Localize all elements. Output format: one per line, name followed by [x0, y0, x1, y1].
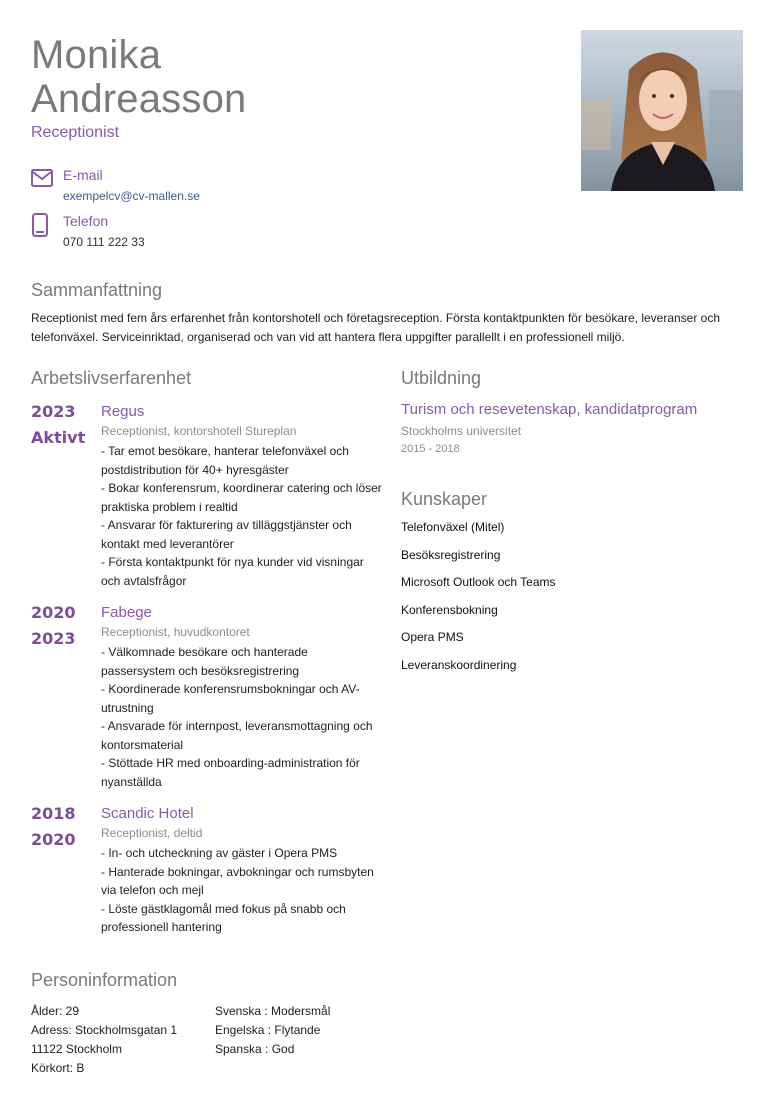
- envelope-icon: [31, 167, 53, 192]
- job-duty: - Bokar konferensrum, koordinerar catering och löser praktiska problem i realtid: [101, 481, 382, 514]
- job-duties: [101, 442, 383, 590]
- job-duty: - Koordinerade konferensrumsbokningar och AV-utrustning: [101, 682, 360, 715]
- language-list: [215, 1004, 330, 1061]
- language-item: Svenska : Modersmål: [215, 1004, 331, 1018]
- job-duties: [101, 643, 383, 791]
- skill-item: Konferensbokning: [401, 602, 498, 617]
- experience-heading: Arbetslivserfarenhet: [31, 368, 192, 388]
- summary-heading: Sammanfattning: [31, 280, 163, 300]
- skill-item: Telefonväxel (Mitel): [401, 520, 505, 534]
- job-subtitle: Receptionist, kontorshotell Stureplan: [101, 424, 297, 438]
- language-item: Engelska : Flytande: [215, 1023, 321, 1037]
- job-start-year: 2018: [31, 804, 76, 823]
- personal-license: Körkort: B: [31, 1061, 85, 1075]
- email-link[interactable]: exempelcv@cv-mallen.se: [63, 189, 200, 203]
- personal-details: [31, 1004, 177, 1080]
- job-start-year: 2020: [31, 603, 76, 622]
- job-start-year: 2023: [31, 402, 76, 421]
- job-company: Regus: [101, 403, 145, 420]
- personal-address: Adress: Stockholmsgatan 1: [31, 1023, 178, 1037]
- education-heading: Utbildning: [401, 368, 482, 388]
- job-duty: - Ansvarar för fakturering av tilläggstjänster och kontakt med leverantörer: [101, 518, 352, 551]
- job-duty: - Löste gästklagomål med fokus på snabb och professionell hantering: [101, 901, 346, 934]
- job-duty: - In- och utcheckning av gäster i Opera PMS: [101, 846, 338, 860]
- job-end-year: Aktivt: [31, 428, 86, 447]
- education-school: Stockholms universitet: [401, 424, 522, 438]
- job-company: Scandic Hotel: [101, 805, 194, 822]
- first-name: Monika: [31, 33, 162, 77]
- personal-heading: Personinformation: [31, 970, 178, 990]
- phone-icon: [31, 213, 48, 242]
- personal-city: 11122 Stockholm: [31, 1042, 122, 1056]
- job-title: Receptionist: [31, 124, 120, 141]
- education-years: 2015 - 2018: [401, 443, 460, 455]
- personal-age: Ålder: 29: [31, 1004, 80, 1018]
- job-duty: - Ansvarade för internpost, leveransmottagning och kontorsmaterial: [101, 719, 373, 752]
- language-item: Spanska : God: [215, 1042, 295, 1056]
- job-subtitle: Receptionist, deltid: [101, 826, 203, 840]
- profile-photo: [581, 30, 743, 191]
- phone-label: Telefon: [63, 213, 109, 229]
- skill-item: Leveranskoordinering: [401, 657, 517, 672]
- job-duty: - Välkomnade besökare och hanterade passersystem och besöksregistrering: [101, 645, 308, 678]
- job-subtitle: Receptionist, huvudkontoret: [101, 625, 250, 639]
- summary-text: Receptionist med fem års erfarenhet från kontorshotell och företagsreception. Första kontaktpunkten för besökare, leveranser och telefonväxel. Serviceinriktad, organiserad och van vid att hantera flera uppgifter parallellt i en professionell miljö.: [31, 311, 721, 344]
- phone-value: 070 111 222 33: [63, 235, 145, 249]
- candidate-name: [31, 33, 246, 121]
- skills-heading: Kunskaper: [401, 489, 488, 509]
- skill-item: Opera PMS: [401, 630, 464, 644]
- skills-list: [401, 520, 556, 685]
- job-company: Fabege: [101, 604, 152, 621]
- job-end-year: 2020: [31, 830, 76, 849]
- job-end-year: 2023: [31, 629, 76, 648]
- job-duty: - Stöttade HR med onboarding-administration för nyanställda: [101, 756, 360, 789]
- job-duty: - Hanterade bokningar, avbokningar och rumsbyten via telefon och mejl: [101, 864, 374, 897]
- education-program: Turism och resevetenskap, kandidatprogram: [401, 401, 698, 418]
- job-duty: - Tar emot besökare, hanterar telefonväxel och postdistribution för 40+ hyresgäster: [101, 444, 349, 477]
- skill-item: Microsoft Outlook och Teams: [401, 575, 556, 589]
- job-duty: - Första kontaktpunkt för nya kunder vid visningar och avtalsfrågor: [101, 555, 364, 588]
- skill-item: Besöksregistrering: [401, 547, 501, 562]
- job-duties: [101, 844, 383, 937]
- last-name: Andreasson: [31, 77, 247, 121]
- email-label: E-mail: [63, 167, 103, 183]
